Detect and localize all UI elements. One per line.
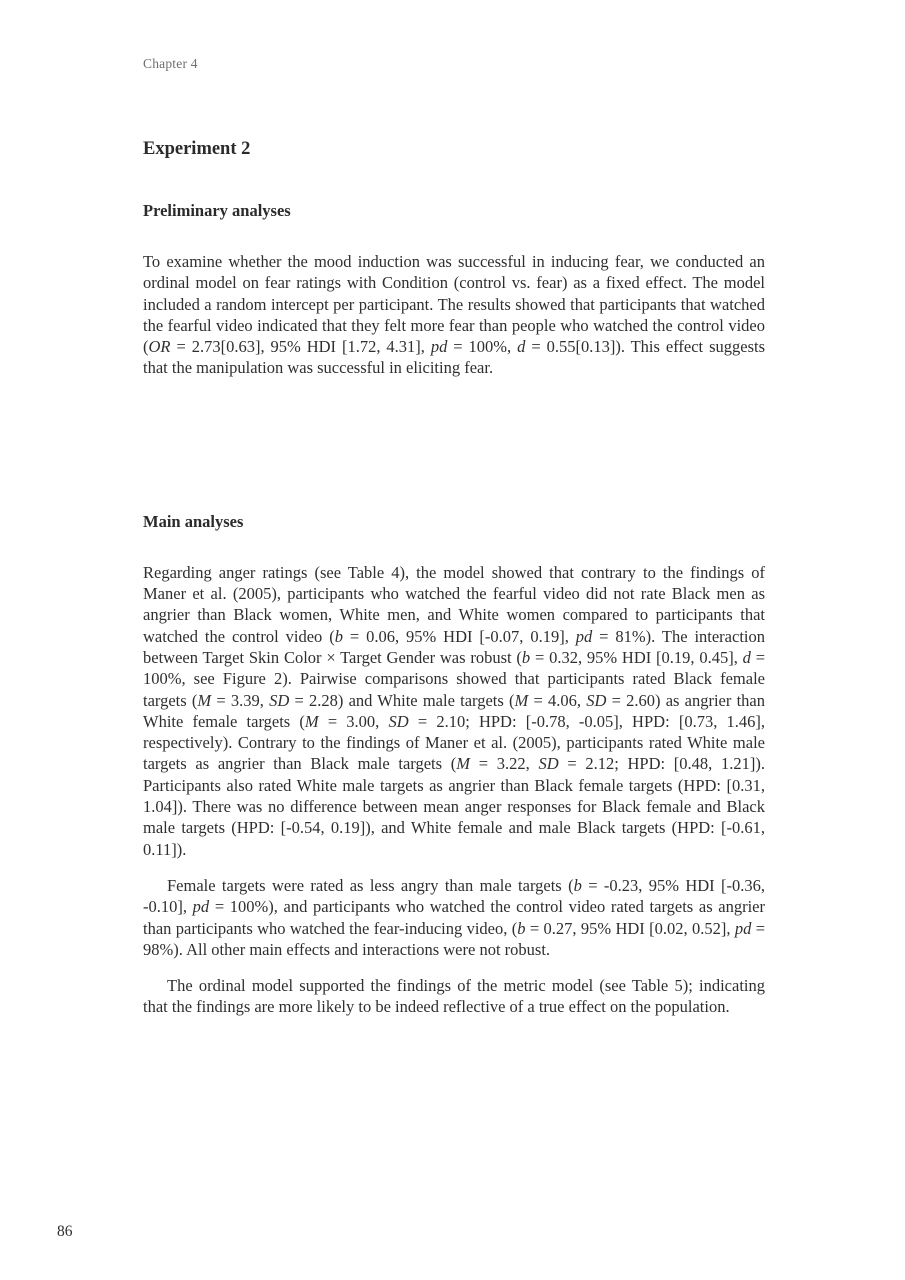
paragraph-main-analyses-2: Female targets were rated as less angry than male targets (b = -0.23, 95% HDI [-0.36, -0.10], pd = 100%), and participants who watched the control video rated targets as angrier than participants who watched the fear-inducing video, (b = 0.27, 95% HDI [0.02, 0.52], pd = 98%). All other main effects and interactions were not robust. xyxy=(143,875,766,959)
paragraph-main-analyses-1: Regarding anger ratings (see Table 4), the model showed that contrary to the findings of Maner et al. (2005), participants who watched the fearful video did not rate Black men as angrier than Black women, White men, and White women compared to participants that watched the control video (b = 0.06, 95% HDI [-0.07, 0.19], pd = 81%). The interaction between Target Skin Color × Target Gender was robust (b = 0.32, 95% HDI [0.19, 0.45], d = 100%, see Figure 2). Pairwise comparisons showed that participants rated Black female targets (M = 3.39, SD = 2.28) and White male targets (M = 4.06, SD = 2.60) as angrier than White female targets (M = 3.00, SD = 2.10; HPD: [-0.78, -0.05], HPD: [0.73, 1.46], respectively). Contrary to the findings of Maner et al. (2005), participants rated White male targets as angrier than Black male targets (M = 3.22, SD = 2.12; HPD: [0.48, 1.21]). Participants also rated White male targets as angrier than Black female targets (HPD: [0.31, 1.04]). There was no difference between mean anger responses for Black female and Black male targets (HPD: [-0.54, 0.19]), and White female and male Black targets (HPD: [-0.61, 0.11]). xyxy=(143,562,765,859)
heading-main-analyses: Main analyses xyxy=(143,511,244,531)
heading-preliminary-analyses: Preliminary analyses xyxy=(143,201,291,220)
text-block xyxy=(143,56,765,1018)
paragraph-preliminary-analyses: To examine whether the mood induction was successful in inducing fear, we conducted an ordinal model on fear ratings with Condition (control vs. fear) as a fixed effect. The model included a random intercept per participant. The results showed that participants that watched the fearful video indicated that they felt more fear than people who watched the control video (OR = 2.73[0.63], 95% HDI [1.72, 4.31], pd = 100%, d = 0.55[0.13]). This effect suggests that the manipulation was successful in eliciting fear. xyxy=(143,252,765,378)
paragraph-main-analyses-3: The ordinal model supported the findings of the metric model (see Table 5); indicating that the findings are more likely to be indeed reflective of a true effect on the population. xyxy=(143,976,765,1017)
heading-experiment-2: Experiment 2 xyxy=(143,139,251,159)
page-number: 86 xyxy=(57,1223,73,1240)
running-header: Chapter 4 xyxy=(143,56,198,71)
